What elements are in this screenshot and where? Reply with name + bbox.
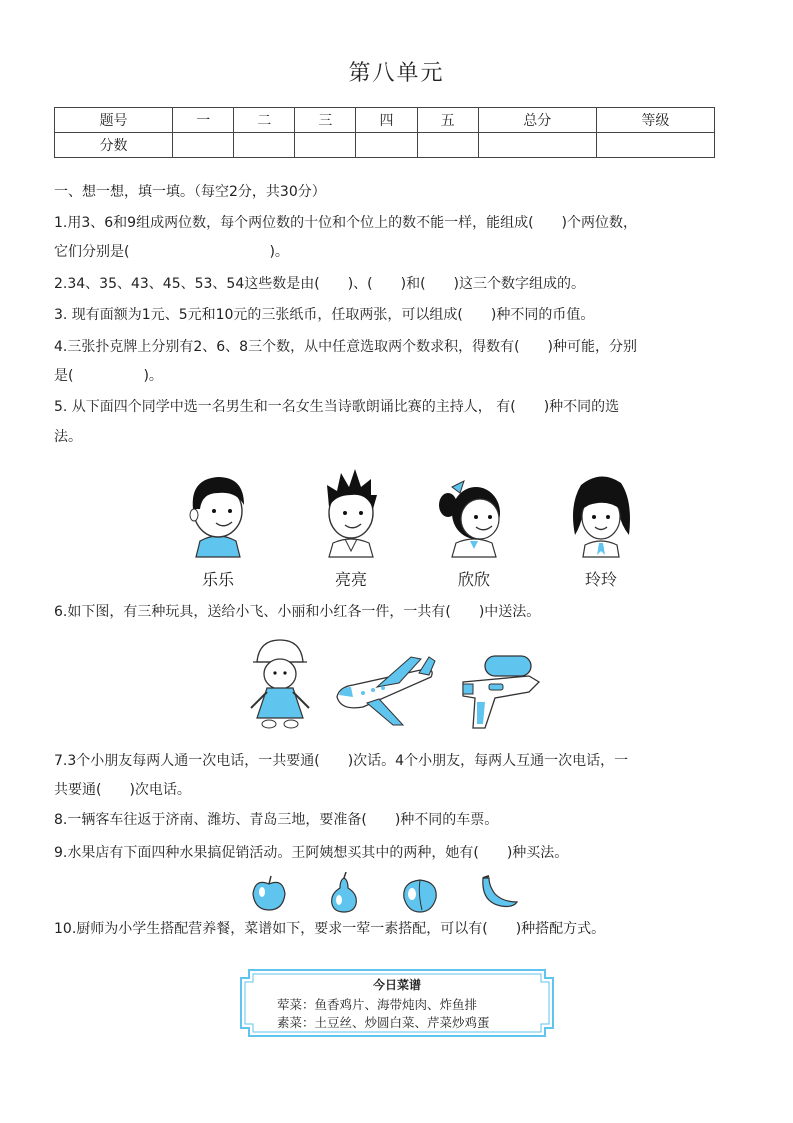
apple-icon (249, 874, 289, 914)
table-cell: 分数 (55, 133, 173, 158)
score-input-cell[interactable] (417, 133, 478, 158)
kid-name: 亮亮 (334, 570, 367, 589)
page-title: 第八单元 (348, 61, 445, 86)
menu-veg-dishes: 素菜：土豆丝、炒圆白菜、芹菜炒鸡蛋 (277, 1015, 490, 1030)
score-input-cell[interactable] (596, 133, 714, 158)
menu-card (239, 968, 555, 1038)
peach-icon (400, 874, 440, 914)
kid-name: 乐乐 (201, 570, 234, 589)
boy-icon (311, 465, 391, 559)
table-cell: 等级 (596, 108, 714, 133)
kid-xinxin (434, 465, 514, 590)
score-input-cell[interactable] (295, 133, 356, 158)
score-table-score-row (55, 133, 715, 158)
question-1-cont: 它们分别是( )。 (54, 244, 289, 260)
question-3: 3. 现有面额为1元、5元和10元的三张纸币，任取两张，可以组成( )种不同的币值。 (54, 307, 595, 323)
score-table (54, 107, 715, 158)
section-heading: 一、想一想，填一填。（每空2分，共30分） (54, 184, 326, 200)
score-input-cell[interactable] (234, 133, 295, 158)
banana-icon (475, 874, 519, 912)
score-input-cell[interactable] (356, 133, 417, 158)
score-input-cell[interactable] (173, 133, 234, 158)
table-cell: 四 (356, 108, 417, 133)
airplane-icon (333, 653, 437, 729)
kid-lingling (561, 465, 641, 590)
question-2: 2.34、35、43、45、53、54这些数是由( )、( )和( )这三个数字组成的。 (54, 276, 586, 292)
water-gun-icon (455, 652, 543, 732)
girl-icon (561, 465, 641, 559)
question-7: 7.3个小朋友每两人通一次电话，一共要通( )次话。4个小朋友，每两人互通一次电话，一 (54, 753, 629, 769)
question-5: 5. 从下面四个同学中选一名男生和一名女生当诗歌朗诵比赛的主持人， 有( )种不同的选 (54, 399, 620, 415)
question-6: 6.如下图，有三种玩具，送给小飞、小丽和小红各一件，一共有( )中送法。 (54, 604, 541, 620)
question-9: 9.水果店有下面四种水果搞促销活动。王阿姨想买其中的两种，她有( )种买法。 (54, 845, 569, 861)
table-cell: 三 (295, 108, 356, 133)
kid-name: 玲玲 (584, 570, 617, 589)
kid-lele (178, 465, 258, 590)
question-1: 1.用3、6和9组成两位数，每个两位数的十位和个位上的数不能一样，能组成( )个两位数， (54, 215, 638, 231)
question-7-cont: 共要通( )次电话。 (54, 782, 191, 798)
table-cell: 题号 (55, 108, 173, 133)
question-10: 10.厨师为小学生搭配营养餐，菜谱如下，要求一荤一素搭配，可以有( )种搭配方式。 (54, 921, 606, 937)
question-5-cont: 法。 (54, 429, 82, 445)
score-input-cell[interactable] (478, 133, 596, 158)
menu-meat-dishes: 荤菜：鱼香鸡片、海带炖肉、炸鱼排 (277, 997, 478, 1012)
question-4-cont: 是( )。 (54, 368, 163, 384)
table-cell: 二 (234, 108, 295, 133)
kid-name: 欣欣 (457, 570, 490, 589)
table-cell: 五 (417, 108, 478, 133)
question-8: 8.一辆客车往返于济南、潍坊、青岛三地，要准备( )种不同的车票。 (54, 812, 499, 828)
table-cell: 一 (173, 108, 234, 133)
doll-icon (245, 638, 315, 730)
girl-icon (434, 465, 514, 559)
table-cell: 总分 (478, 108, 596, 133)
boy-icon (178, 465, 258, 559)
pear-icon (328, 872, 360, 914)
kid-liangliang (311, 465, 391, 590)
menu-title: 今日菜谱 (372, 978, 421, 992)
score-table-header-row (55, 108, 715, 133)
question-4: 4.三张扑克牌上分别有2、6、8三个数，从中任意选取两个数求积，得数有( )种可能，分别 (54, 339, 638, 355)
